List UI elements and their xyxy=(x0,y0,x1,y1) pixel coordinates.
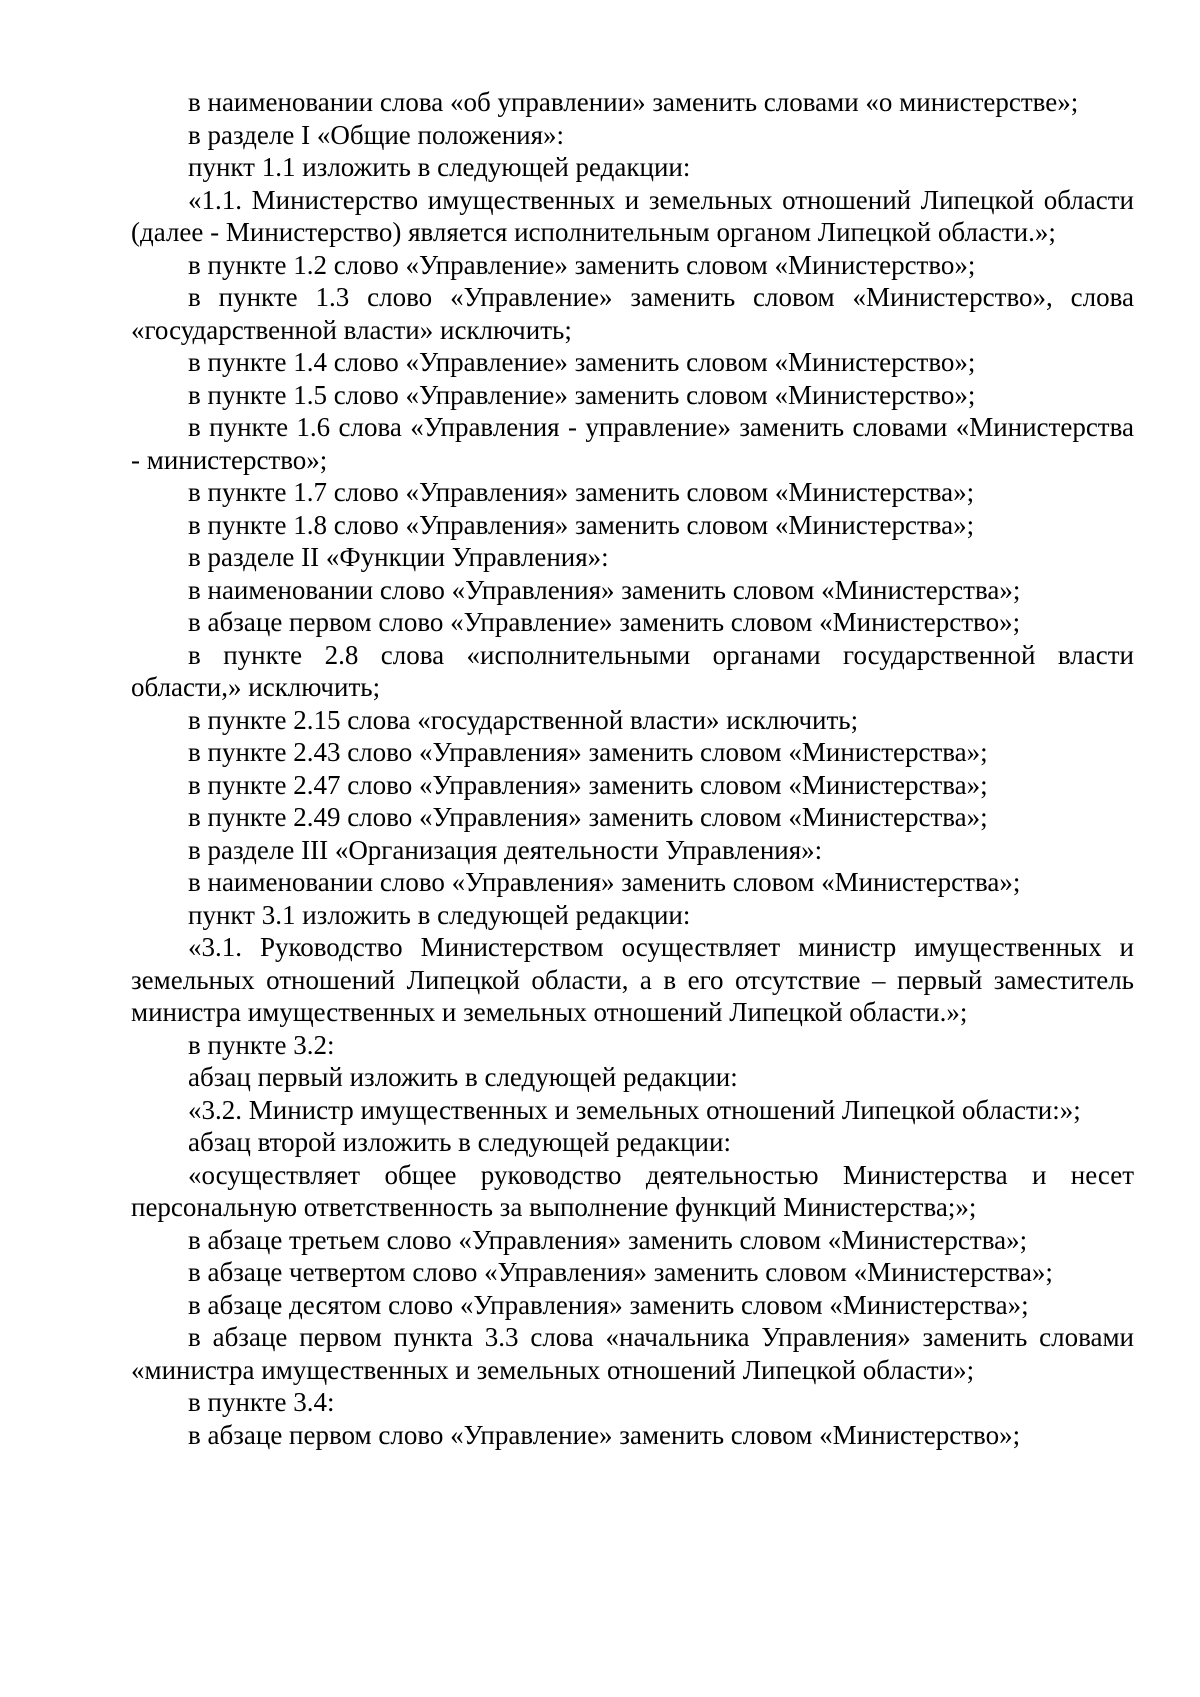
paragraph: в разделе I «Общие положения»: xyxy=(188,119,565,150)
paragraph: в пункте 1.3 слово «Управление» заменить словом «Министерство», слова «государственной власти» исключить; xyxy=(131,282,1134,345)
paragraph: в абзаце первом пункта 3.3 слова «начальника Управления» заменить словами «министра имущественных и земельных отношений Липецкой области»; xyxy=(131,1322,1134,1385)
paragraph: в разделе III «Организация деятельности Управления»: xyxy=(188,834,823,865)
paragraph: абзац первый изложить в следующей редакции: xyxy=(188,1062,738,1092)
paragraph: «3.1. Руководство Министерством осуществляет министр имущественных и земельных отношений Липецкой области, а в его отсутствие – первый заместитель министра имущественных и земельных отношений Липецкой области.»; xyxy=(131,932,1134,1027)
paragraph: в пункте 2.8 слова «исполнительными органами государственной власти области,» исключить; xyxy=(131,639,1134,702)
paragraph: в абзаце четвертом слово «Управления» заменить словом «Министерства»; xyxy=(188,1257,1053,1287)
paragraph: в пункте 2.15 слова «государственной власти» исключить; xyxy=(188,704,859,735)
document-page xyxy=(131,86,1134,1451)
paragraph: в пункте 1.8 слово «Управления» заменить словом «Министерства»; xyxy=(188,509,975,540)
paragraph: в пункте 3.4: xyxy=(188,1387,335,1417)
paragraph: в абзаце первом слово «Управление» заменить словом «Министерство»; xyxy=(188,607,1021,637)
paragraph: в пункте 2.47 слово «Управления» заменить словом «Министерства»; xyxy=(188,769,988,800)
paragraph: абзац второй изложить в следующей редакции: xyxy=(188,1127,731,1157)
paragraph: «1.1. Министерство имущественных и земельных отношений Липецкой области (далее - Министерство) является исполнительным органом Липецкой области.»; xyxy=(131,184,1134,247)
paragraph: в пункте 1.7 слово «Управления» заменить словом «Министерства»; xyxy=(188,477,975,507)
paragraph: в наименовании слово «Управления» заменить словом «Министерства»; xyxy=(188,574,1021,605)
paragraph: в наименовании слова «об управлении» заменить словами «о министерстве»; xyxy=(188,87,1079,117)
paragraph: в абзаце первом слово «Управление» заменить словом «Министерство»; xyxy=(188,1419,1021,1450)
paragraph: в пункте 1.4 слово «Управление» заменить словом «Министерство»; xyxy=(188,347,976,377)
paragraph: в пункте 3.2: xyxy=(188,1029,335,1060)
paragraph: пункт 1.1 изложить в следующей редакции: xyxy=(188,152,691,182)
paragraph: «3.2. Министр имущественных и земельных отношений Липецкой области:»; xyxy=(188,1094,1081,1125)
paragraph: в пункте 2.43 слово «Управления» заменить словом «Министерства»; xyxy=(188,737,988,767)
paragraph: пункт 3.1 изложить в следующей редакции: xyxy=(188,899,691,930)
paragraph: в пункте 1.5 слово «Управление» заменить словом «Министерство»; xyxy=(188,379,976,410)
paragraph: в пункте 2.49 слово «Управления» заменить словом «Министерства»; xyxy=(188,802,988,832)
paragraph: в пункте 1.2 слово «Управление» заменить словом «Министерство»; xyxy=(188,249,976,280)
paragraph: в абзаце третьем слово «Управления» заменить словом «Министерства»; xyxy=(188,1224,1028,1255)
paragraph: в разделе II «Функции Управления»: xyxy=(188,542,609,572)
paragraph: в пункте 1.6 слова «Управления - управление» заменить словами «Министерства - министерство»; xyxy=(131,412,1134,475)
paragraph: в наименовании слово «Управления» заменить словом «Министерства»; xyxy=(188,867,1021,897)
paragraph: в абзаце десятом слово «Управления» заменить словом «Министерства»; xyxy=(188,1289,1029,1320)
paragraph: «осуществляет общее руководство деятельностью Министерства и несет персональную ответственность за выполнение функций Министерства;»; xyxy=(131,1159,1134,1222)
